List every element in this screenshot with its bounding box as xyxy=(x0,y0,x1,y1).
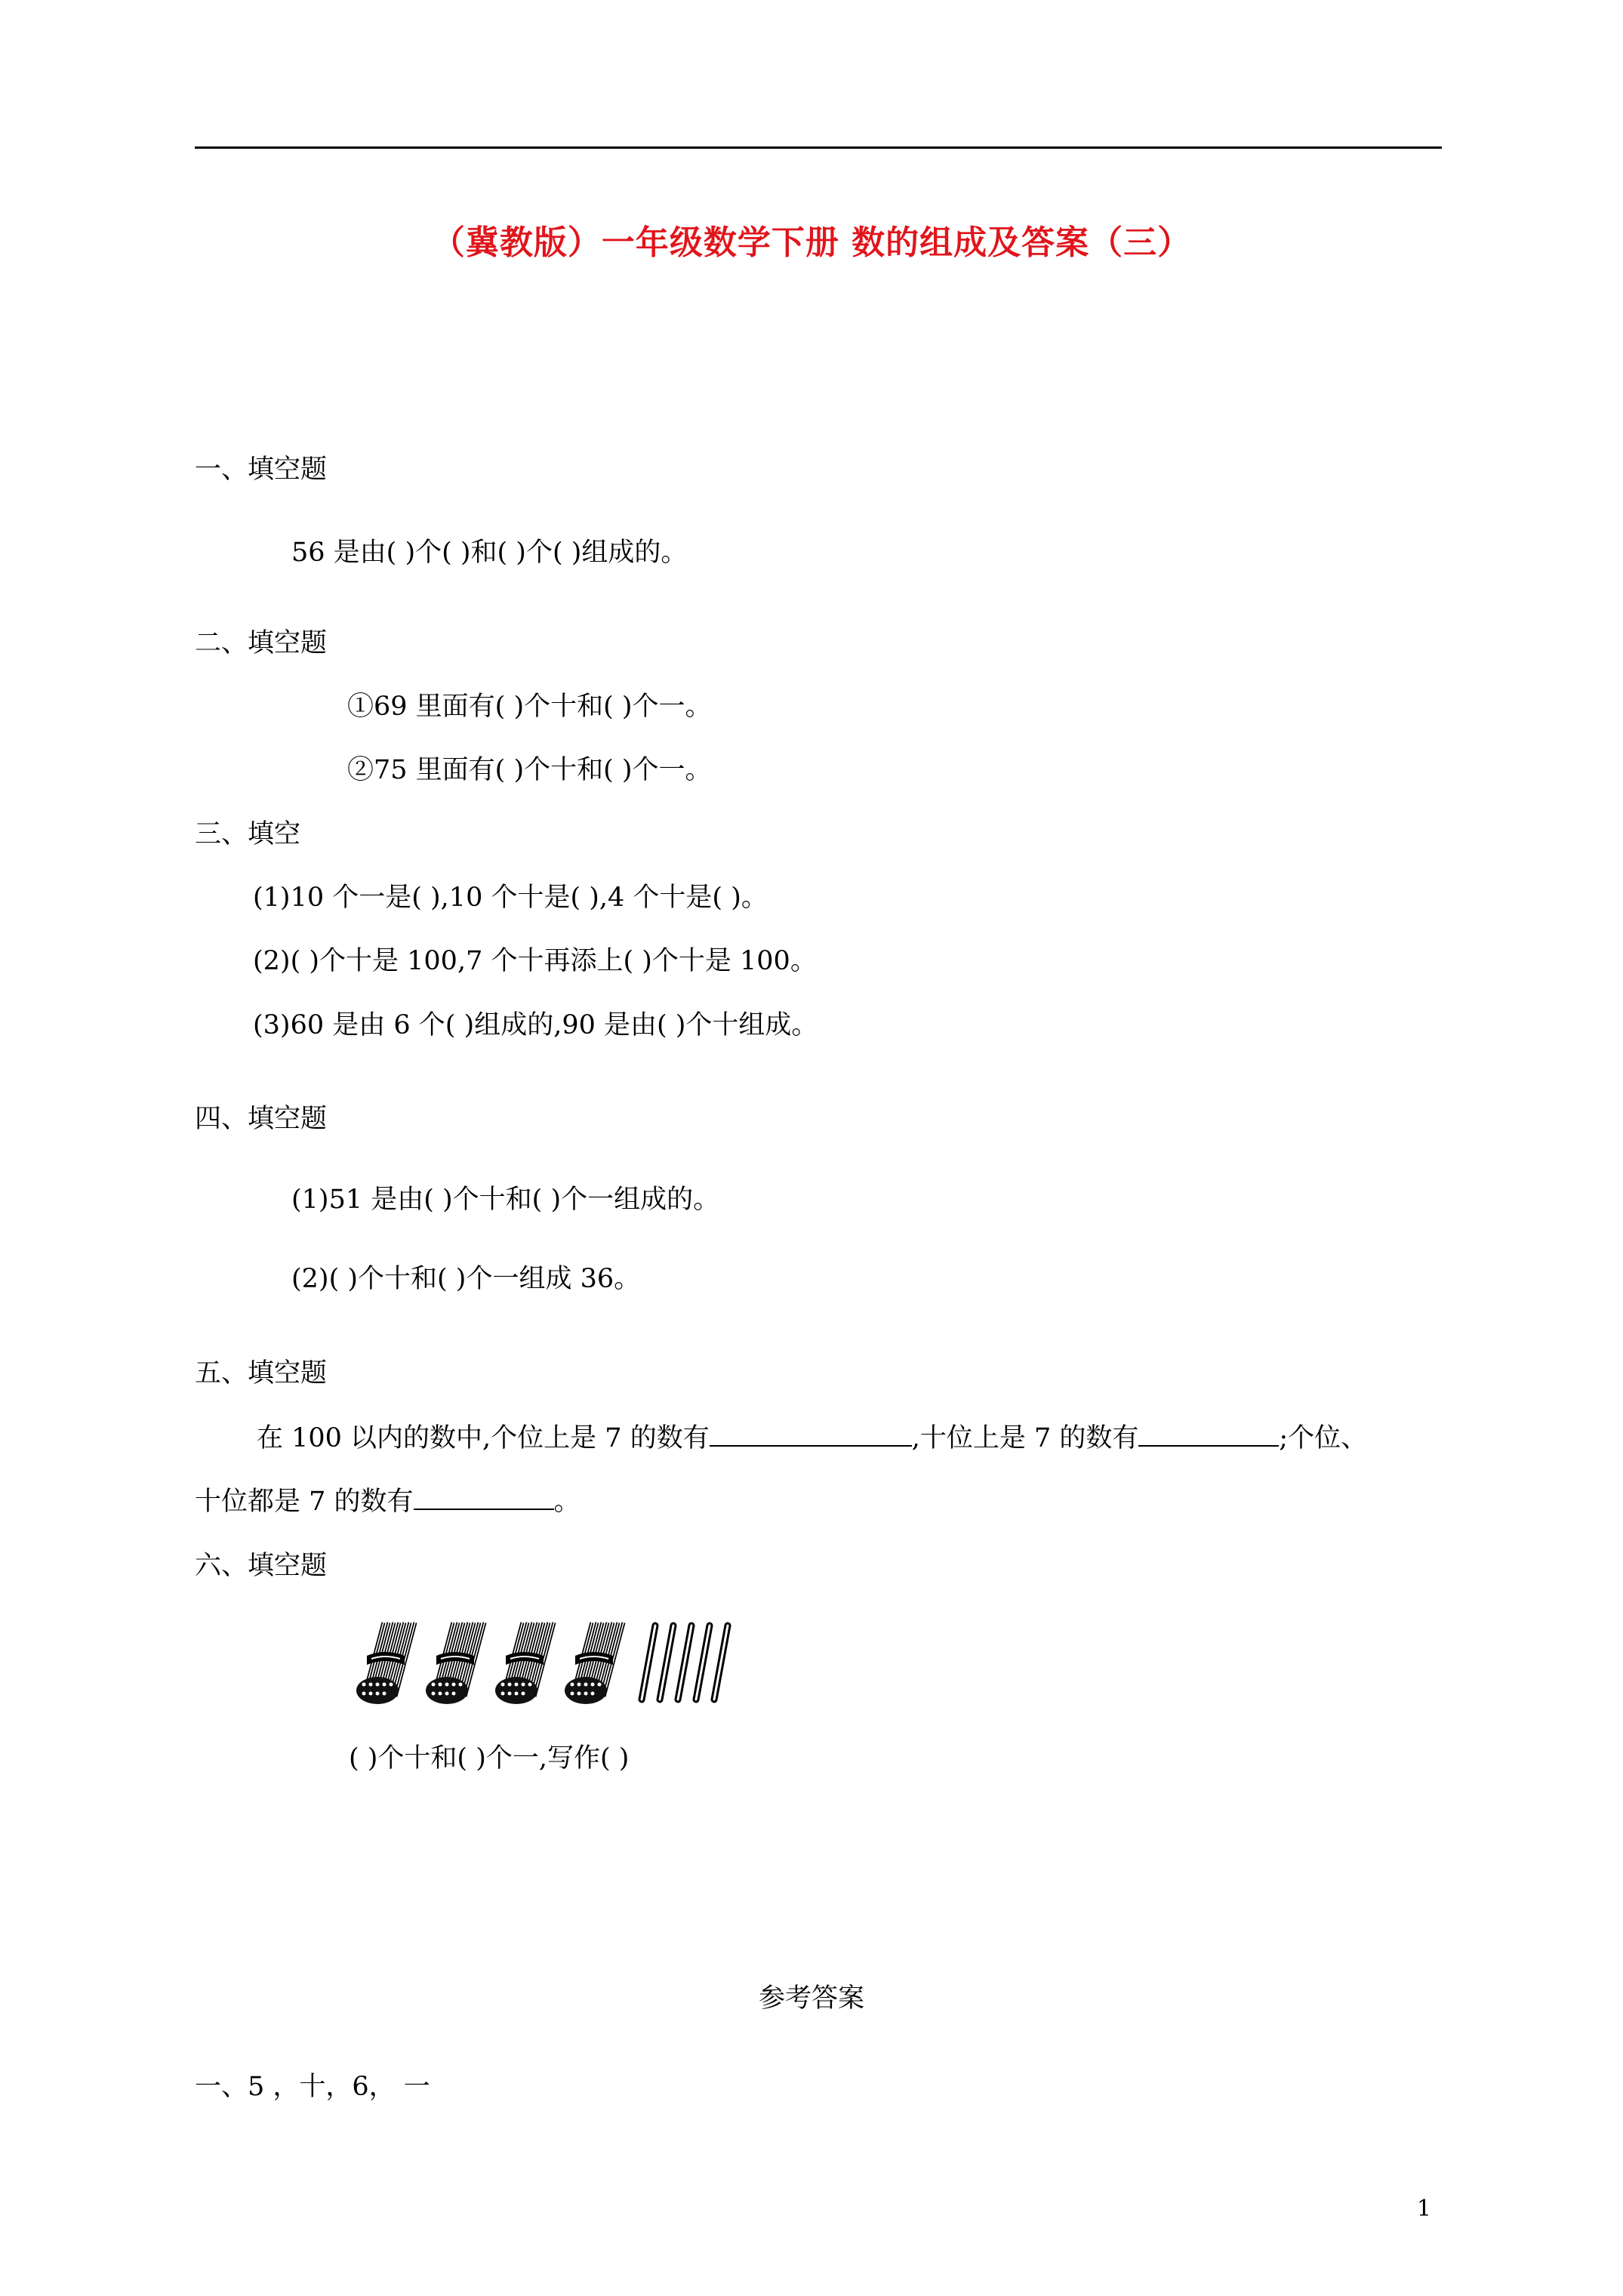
answers-heading: 参考答案 xyxy=(758,1983,864,2014)
stick-bundle-icon xyxy=(356,1623,415,1704)
question-line: (1)51 是由( )个十和( )个一组成的。 xyxy=(291,1185,720,1215)
single-stick-icon xyxy=(660,1626,673,1700)
single-stick-icon xyxy=(714,1626,728,1700)
question-line xyxy=(195,1483,581,1520)
single-stick-icon xyxy=(696,1626,710,1700)
section-2-heading: 二、填空题 xyxy=(195,628,328,658)
question-text: ;个位、 xyxy=(1279,1423,1368,1453)
question-text: 在 100 以内的数中,个位上是 7 的数有 xyxy=(257,1423,710,1453)
section-3-heading: 三、填空 xyxy=(195,819,301,849)
section-6-heading: 六、填空题 xyxy=(195,1551,328,1581)
question-line: ( )个十和( )个一,写作( ) xyxy=(349,1743,630,1774)
question-line: (2)( )个十是 100,7 个十再添上( )个十是 100。 xyxy=(253,946,817,976)
document-title: （冀教版）一年级数学下册 数的组成及答案（三） xyxy=(431,223,1192,262)
question-line xyxy=(257,1419,1367,1456)
single-stick-icon xyxy=(678,1626,691,1700)
question-line: (1)10 个一是( ),10 个十是( ),4 个十是( )。 xyxy=(253,883,768,913)
question-line: ②75 里面有( )个十和( )个一。 xyxy=(347,755,712,785)
header-rule xyxy=(195,146,1442,149)
question-line: 56 是由( )个( )和( )个( )组成的。 xyxy=(291,538,688,568)
stick-bundle-icon xyxy=(426,1623,485,1704)
section-5-heading: 五、填空题 xyxy=(195,1358,328,1388)
question-line: (3)60 是由 6 个( )组成的,90 是由( )个十组成。 xyxy=(253,1010,818,1040)
counting-sticks-image xyxy=(349,1612,787,1710)
question-text: 十位都是 7 的数有 xyxy=(195,1487,414,1517)
single-stick-icon xyxy=(642,1626,655,1700)
question-text: ,十位上是 7 的数有 xyxy=(911,1423,1139,1453)
counting-sticks-figure xyxy=(349,1612,787,1710)
answer-blank[interactable] xyxy=(414,1483,554,1510)
question-line: (2)( )个十和( )个一组成 36。 xyxy=(291,1264,641,1294)
answer-blank[interactable] xyxy=(710,1419,912,1447)
section-1-heading: 一、填空题 xyxy=(195,455,328,485)
stick-bundle-icon xyxy=(565,1623,624,1704)
question-text: 。 xyxy=(553,1487,581,1517)
stick-bundle-icon xyxy=(495,1623,554,1704)
answer-line: 一、5 ，十，6， 一 xyxy=(195,2072,430,2102)
answer-blank[interactable] xyxy=(1138,1419,1279,1447)
page-number: 1 xyxy=(1416,2196,1431,2222)
question-line: ①69 里面有( )个十和( )个一。 xyxy=(347,692,712,722)
section-4-heading: 四、填空题 xyxy=(195,1104,328,1134)
